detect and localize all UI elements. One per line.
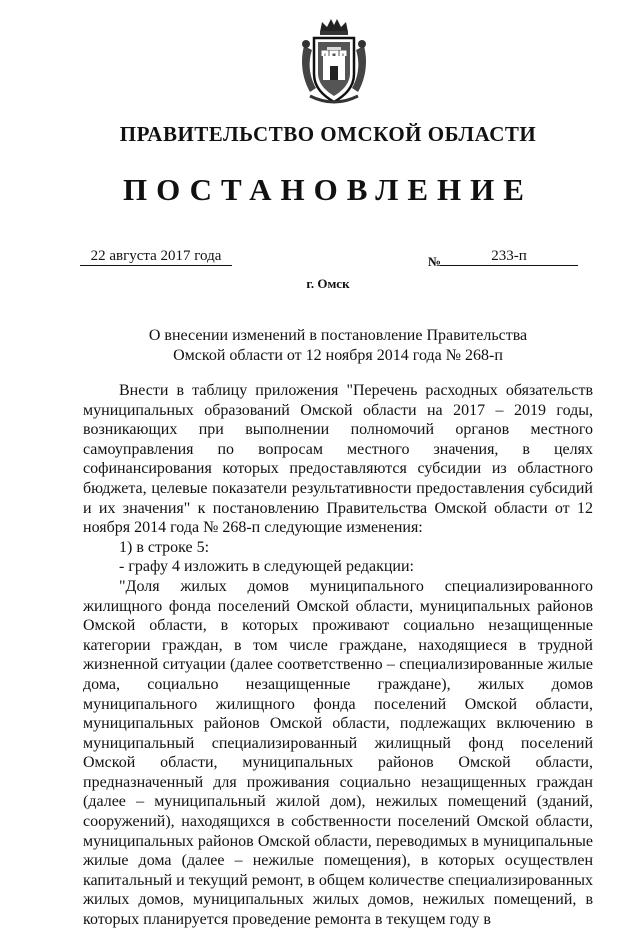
city-name: г. Омск: [306, 276, 350, 291]
omsk-coat-of-arms-icon: [296, 16, 372, 108]
document-subject: [0, 326, 640, 366]
subject-line: Омской области от 12 ноября 2014 года № 268-п: [173, 347, 503, 364]
organization-name: ПРАВИТЕЛЬСТВО ОМСКОЙ ОБЛАСТИ: [119, 122, 537, 146]
document-type-title: ПОСТАНОВЛЕНИЕ: [123, 172, 533, 207]
document-body: [83, 381, 593, 930]
document-date: 22 августа 2017 года: [80, 248, 232, 266]
subject-line: О внесении изменений в постановление Правительства: [148, 327, 528, 344]
number-label: №: [428, 254, 442, 269]
quoted-paragraph: "Доля жилых домов муниципального специализированного жилищного фонда поселений Омской области, муниципальных районов Омской области, в которых проживают социально незащищенные категории граждан, в том числе граждане, находящиеся в трудной жизненной ситуации (далее соответственно – специализированные жилые дома, социально незащищенные граждане), жилых домов муниципального жилищного фонда поселений Омской области, муниципальных районов Омской области, подлежащих включению в муниципальный специализированный жилищный фонд поселений Омской области, муниципальных районов Омской области, предназначенный для проживания социально незащищенных граждан (далее – муниципальный жилой дом), нежилых помещений (зданий, сооружений), находящихся в собственности поселений Омской области, муниципальных районов Омской области, переводимых в муниципальные жилые дома (далее – нежилые помещения), в которых осуществлен капитальный и текущий ремонт, в общем количестве специализированных жилых домов, муниципальных жилых домов, нежилых помещений, в которых планируется проведение ремонта в текущем году в: [83, 577, 593, 929]
intro-paragraph: Внести в таблицу приложения "Перечень расходных обязательств муниципальных образований Омской области на 2017 – 2019 годы, возникающих при выполнении полномочий органов местного самоуправления по вопросам местного значения, в целях софинансирования которых предоставляются субсидии из областного бюджета, целевые показатели результативности предоставления субсидий и их значения" к постановлению Правительства Омской области от 12 ноября 2014 года № 268-п следующие изменения:: [83, 382, 593, 537]
list-item: 1) в строке 5:: [119, 538, 210, 556]
list-item: - графу 4 изложить в следующей редакции:: [119, 558, 414, 576]
document-number: 233-п: [440, 248, 578, 266]
